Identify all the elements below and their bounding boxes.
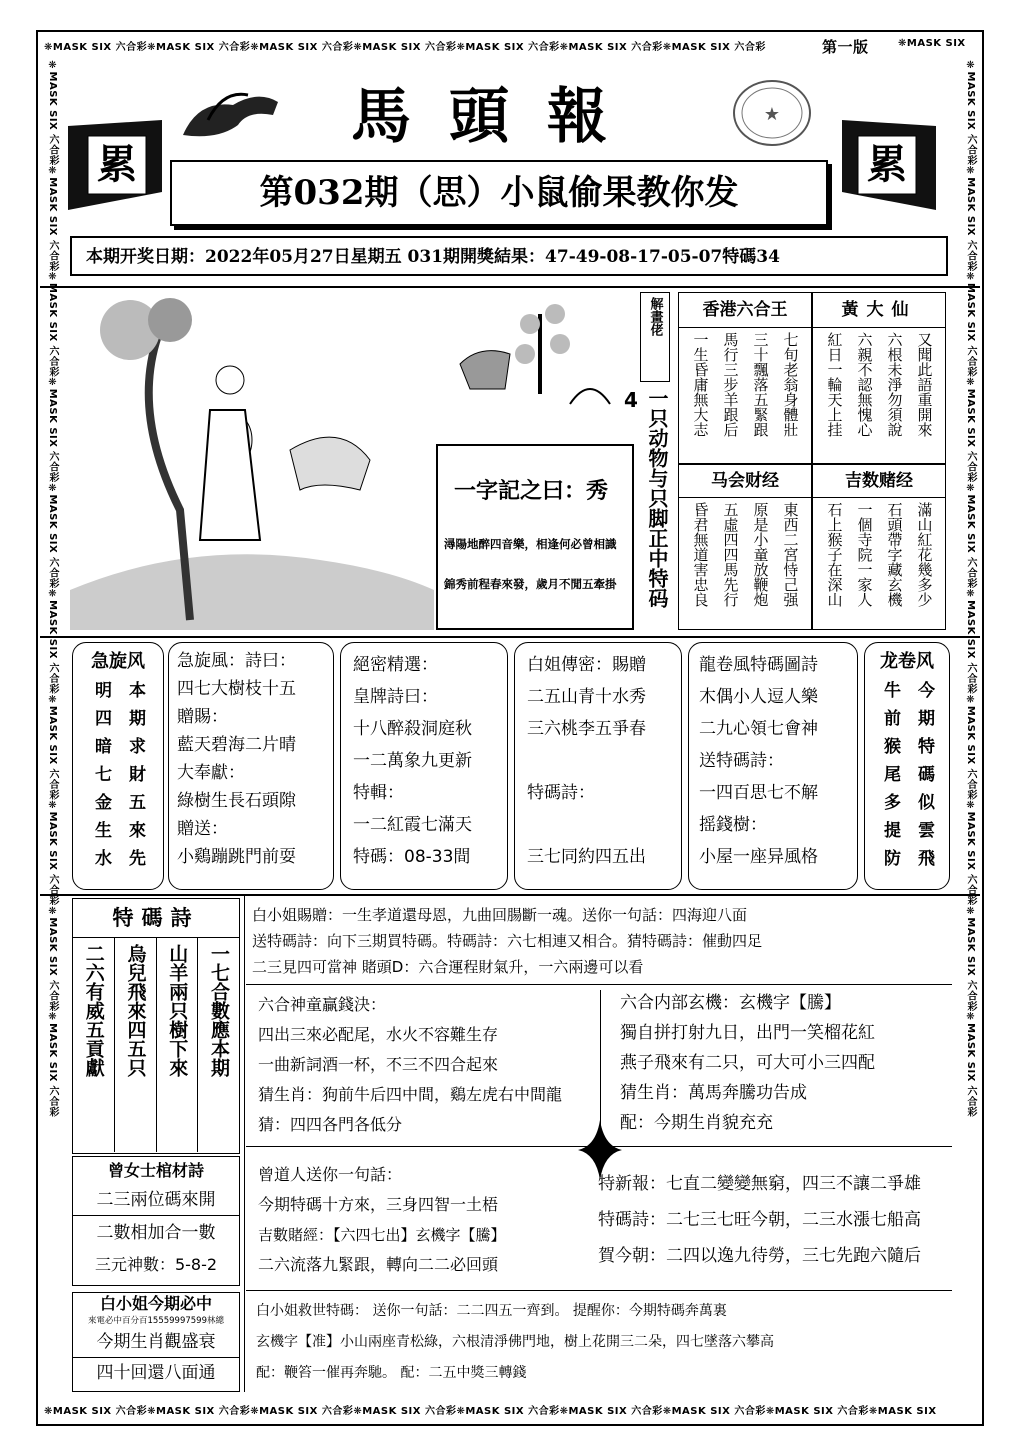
- poem4-line: 送特碼詩：: [699, 751, 784, 771]
- jixuanfeng-title: 急旋风: [91, 651, 145, 672]
- rule-horizontal: [40, 636, 980, 638]
- headline: 第032期（思）小鼠偷果教你发: [259, 173, 739, 213]
- divider-vertical: [600, 990, 601, 1140]
- draw-info: 本期开奖日期：2022年05月27日星期五 031期開獎結果：47-49-08-17-05-07特碼34: [86, 247, 780, 267]
- poem1-line: 贈送：: [177, 819, 228, 839]
- hk-col: 一生昏庸無大志: [691, 332, 710, 437]
- shentong-line: 四出三來必配尾，水火不容難生存: [258, 1025, 499, 1044]
- riddle-verse-1: 潯陽地醉四音樂，相逢何必曾相識: [444, 537, 617, 551]
- edition-label: 第一版: [822, 38, 869, 56]
- bai-must-line: 今期生肖觀盛衰: [73, 1327, 239, 1358]
- bai-must-box: [72, 1292, 240, 1392]
- riddle-tag-box: [640, 292, 670, 382]
- jixuanfeng-col: 本期求財五來先: [125, 681, 145, 877]
- hk-col: 三十飄落五緊跟: [751, 332, 770, 437]
- texin-block: [598, 1166, 952, 1286]
- tema-poem-title: 特碼詩: [73, 899, 239, 938]
- zeng-line: 三元神數：5-8-2: [94, 1255, 218, 1274]
- banner-left-char: 累: [97, 141, 137, 188]
- jishu-box: [812, 464, 946, 630]
- poem4-line: 一四百思七不解: [699, 783, 818, 803]
- poem3-box: [514, 642, 682, 890]
- border-left: ❋MASK SIX 六合彩❋MASK SIX 六合彩❋MASK SIX 六合彩❋MASK SIX 六合彩❋MASK SIX 六合彩❋MASK SIX 六合彩❋MASK SIX 六合彩❋MASK SIX 六合彩❋MASK SIX 六合彩❋MASK SIX 六合彩: [47, 60, 58, 1118]
- poem4-line: 二九心領七會神: [699, 719, 818, 739]
- neibu-line: 燕子飛來有二只，可大可小三四配: [620, 1053, 875, 1073]
- zeng-line: 二數相加合一數: [96, 1223, 216, 1243]
- hk-col: 七旬老翁身體壯: [781, 332, 800, 437]
- jishu-col: 石頭帶字藏玄機: [885, 502, 904, 607]
- neibu-line: 猜生肖：萬馬奔騰功告成: [620, 1083, 807, 1103]
- texin-line: 特碼詩：二七三七旺今朝，二三水漲七船高: [598, 1210, 921, 1230]
- headline-box: [170, 160, 828, 226]
- poem1-line: 小鷄蹦跳門前耍: [177, 847, 296, 867]
- banner-left: [66, 118, 166, 216]
- neibu-block: [620, 988, 950, 1140]
- poem4-line: 小屋一座异風格: [699, 847, 818, 867]
- longjuanfeng-box: [864, 642, 950, 890]
- banner-right-char: 累: [867, 141, 907, 188]
- deer-plant-illustration: [440, 294, 634, 424]
- longjuanfeng-col: 今期特碼似雲飛: [914, 681, 934, 877]
- poem2-line: 特碼：08-33間: [353, 847, 471, 867]
- neibu-line: 六合内部玄機：玄機字【騰】: [620, 993, 841, 1013]
- riddle-word-box: [436, 444, 634, 630]
- tema-col: 二六有威五貢獻: [82, 944, 105, 1077]
- jishu-col: 滿山紅花幾多少: [915, 502, 934, 607]
- riddle-word-title: 一字記之曰：秀: [454, 479, 609, 504]
- poem2-line: 皇牌詩曰：: [353, 687, 438, 707]
- poem1-line: 綠樹生長石頭隙: [177, 791, 296, 811]
- mahui-col: 昏君無道害忠良: [691, 502, 710, 607]
- poem1-line: 四七大樹枝十五: [177, 679, 296, 699]
- tema-poem-box: [72, 898, 240, 1154]
- poem1-line: 藍天碧海二片晴: [177, 735, 296, 755]
- jishu-col: 一個寺院一家人: [855, 502, 874, 607]
- tema-col: 一七合數應本期: [197, 938, 239, 1152]
- huang-box: [812, 292, 946, 464]
- banner-right: [838, 118, 938, 216]
- rule-horizontal: [40, 894, 980, 896]
- jishu-box-title: 吉数赌经: [813, 465, 945, 498]
- poem1-line: 急旋風：詩曰：: [177, 651, 296, 671]
- poem2-box: [340, 642, 508, 890]
- zeng-title: 曾女士棺材詩: [107, 1161, 204, 1180]
- huang-col: 六根未淨勿須說: [885, 332, 904, 437]
- bai-save-line: 配：鞭笞一催再奔馳。 配：二五中獎三轉錢: [256, 1365, 527, 1381]
- poem4-line: 摇錢樹：: [699, 815, 767, 835]
- tema-col: 山羊兩只樹下來: [156, 938, 198, 1152]
- daoren-line: 今期特碼十方來，三身四智一土梧: [258, 1195, 499, 1214]
- jishu-col: 石上猴子在深山: [825, 502, 844, 607]
- poem2-line: 十八醉殺洞庭秋: [353, 719, 472, 739]
- riddle-vertical-note: 一只动物与只脚正中特码4: [619, 388, 669, 608]
- texin-line: 特新報：七直二變變無窮，四三不讓二爭雄: [598, 1174, 921, 1194]
- texin-line: 賀今朝：二四以逸九待勞，三七先跑六隨后: [598, 1246, 921, 1266]
- svg-text:★: ★: [763, 104, 781, 125]
- bai-must-title: 白小姐今期必中: [99, 1294, 212, 1313]
- shentong-line: 猜生肖：狗前牛后四中間，鷄左虎右中間龍: [258, 1085, 563, 1104]
- huang-col: 又聞此語重開來: [915, 332, 934, 437]
- poem1-line: 贈賜：: [177, 707, 228, 727]
- mahui-col: 東西二宮恃己强: [781, 502, 800, 607]
- daoren-line: 曾道人送你一句話：: [258, 1165, 403, 1184]
- poem3-line: 三七同約四五出: [527, 847, 646, 867]
- poem3-line: [527, 809, 669, 841]
- jixuanfeng-box: [72, 642, 164, 890]
- bai-must-line: 四十回還八面通: [96, 1363, 216, 1383]
- mahui-box-title: 马会财经: [679, 465, 811, 498]
- illustration-panel: [70, 290, 434, 630]
- hk-col: 馬行三步羊跟后: [721, 332, 740, 437]
- bai-must-phone: 來電必中百分百15559997599林總: [88, 1316, 224, 1326]
- poem4-line: 木偶小人逗人樂: [699, 687, 818, 707]
- shentong-line: 六合神童贏錢決：: [258, 995, 387, 1014]
- huang-col: 六親不認無愧心: [855, 332, 874, 437]
- poem2-line: 特輯：: [353, 783, 404, 803]
- shentong-line: 猜：四四各門各低分: [258, 1115, 403, 1134]
- longjuanfeng-col: 牛前猴尾多提防: [880, 681, 900, 877]
- bai-save-line: 白小姐救世特碼： 送你一句話：二二四五一齊到。 提醒你：今期特碼奔萬裏: [256, 1303, 727, 1319]
- mahui-col: 五虛四四馬先行: [721, 502, 740, 607]
- zeng-line: 二三兩位碼來開: [73, 1185, 239, 1216]
- poem3-line: 三六桃李五爭春: [527, 719, 646, 739]
- rule-vertical: [244, 896, 245, 1392]
- riddle-tag: 解畫佬: [647, 297, 663, 336]
- poem3-line: [527, 745, 669, 777]
- masthead-title: 馬頭報: [351, 82, 645, 152]
- riddle-verse-2: 錦秀前程春來發，歲月不閒五牽掛: [444, 577, 617, 591]
- mahui-col: 原是小童放鞭炮: [751, 502, 770, 607]
- poem2-line: 絕密精選：: [353, 655, 438, 675]
- rule-horizontal: [246, 984, 952, 985]
- border-top-tail: ❋MASK SIX: [898, 38, 966, 49]
- poem2-line: 一二紅霞七滿天: [353, 815, 472, 835]
- mahui-box: [678, 464, 812, 630]
- border-bottom: ❋MASK SIX 六合彩❋MASK SIX 六合彩❋MASK SIX 六合彩❋MASK SIX 六合彩❋MASK SIX 六合彩❋MASK SIX 六合彩❋MASK SIX 六合彩❋MASK SIX 六合彩❋MASK SIX: [44, 1406, 937, 1417]
- shentong-line: 一曲新詞酒一杯，不三不四合起來: [258, 1055, 499, 1074]
- poem3-line: 二五山青十水秀: [527, 687, 646, 707]
- longjuanfeng-title: 龙卷风: [880, 651, 934, 672]
- poem3-line: 白姐傳密：賜贈: [527, 655, 646, 675]
- rule-horizontal: [246, 1146, 952, 1147]
- bai-gift-line: 白小姐賜贈：一生孝道還母恩，九曲回腸斷一魂。送你一句話：四海迎八面: [252, 906, 748, 924]
- border-top: ❋MASK SIX 六合彩❋MASK SIX 六合彩❋MASK SIX 六合彩❋MASK SIX 六合彩❋MASK SIX 六合彩❋MASK SIX 六合彩❋MASK SIX 六合彩: [44, 42, 766, 53]
- horse-illustration: [178, 80, 288, 150]
- neibu-line: 獨自拼打射九日，出門一笑榴花紅: [620, 1023, 875, 1043]
- zeng-box: [72, 1156, 240, 1286]
- poem1-line: 大奉獻：: [177, 763, 245, 783]
- hk-box: [678, 292, 812, 464]
- bai-gift-line: 二三見四可當神 賭頭D：六合運程財氣升，一六兩邊可以看: [252, 958, 644, 976]
- bai-save-block: [256, 1296, 956, 1392]
- huang-col: 紅日一輪天上挂: [825, 332, 844, 437]
- rule-horizontal: [246, 1290, 952, 1291]
- poem4-box: [688, 642, 858, 890]
- jixuanfeng-col: 明四暗七金生水: [91, 681, 111, 877]
- stamp-seal: [730, 78, 814, 148]
- poem1-box: [168, 642, 334, 890]
- bai-save-line: 玄機字【准】小山兩座青松綠，六根清淨佛門地，樹上花開三二朵，四七墜落六攀高: [256, 1334, 774, 1350]
- bai-gift-block: [252, 902, 952, 980]
- bai-gift-line: 送特碼詩：向下三期買特碼。特碼詩：六七相連又相合。猜特碼詩：催動四足: [252, 932, 763, 950]
- shentong-block: [258, 990, 598, 1140]
- poem3-line: 特碼詩：: [527, 783, 595, 803]
- huang-box-title: 黃大仙: [813, 293, 945, 328]
- poem4-line: 龍卷風特碼圖詩: [699, 655, 818, 675]
- tema-col: 烏兒飛來四五只: [114, 938, 156, 1152]
- daoren-line: 二六流落九緊跟，轉向二二必回頭: [258, 1255, 499, 1274]
- daoren-line: 吉數賭經：【六四七出】玄機字【騰】: [258, 1226, 506, 1244]
- draw-info-box: [70, 236, 948, 276]
- poem2-line: 一二萬象九更新: [353, 751, 472, 771]
- hk-box-title: 香港六合王: [679, 293, 811, 328]
- neibu-line: 配：今期生肖貌充充: [620, 1113, 773, 1133]
- border-right: ❋MASK SIX 六合彩❋MASK SIX 六合彩❋MASK SIX 六合彩❋MASK SIX 六合彩❋MASK SIX 六合彩❋MASK SIX 六合彩❋MASK SIX 六合彩❋MASK SIX 六合彩❋MASK SIX 六合彩❋MASK SIX 六合彩: [965, 60, 976, 1118]
- rule-horizontal: [40, 286, 980, 288]
- daoren-block: [258, 1160, 588, 1288]
